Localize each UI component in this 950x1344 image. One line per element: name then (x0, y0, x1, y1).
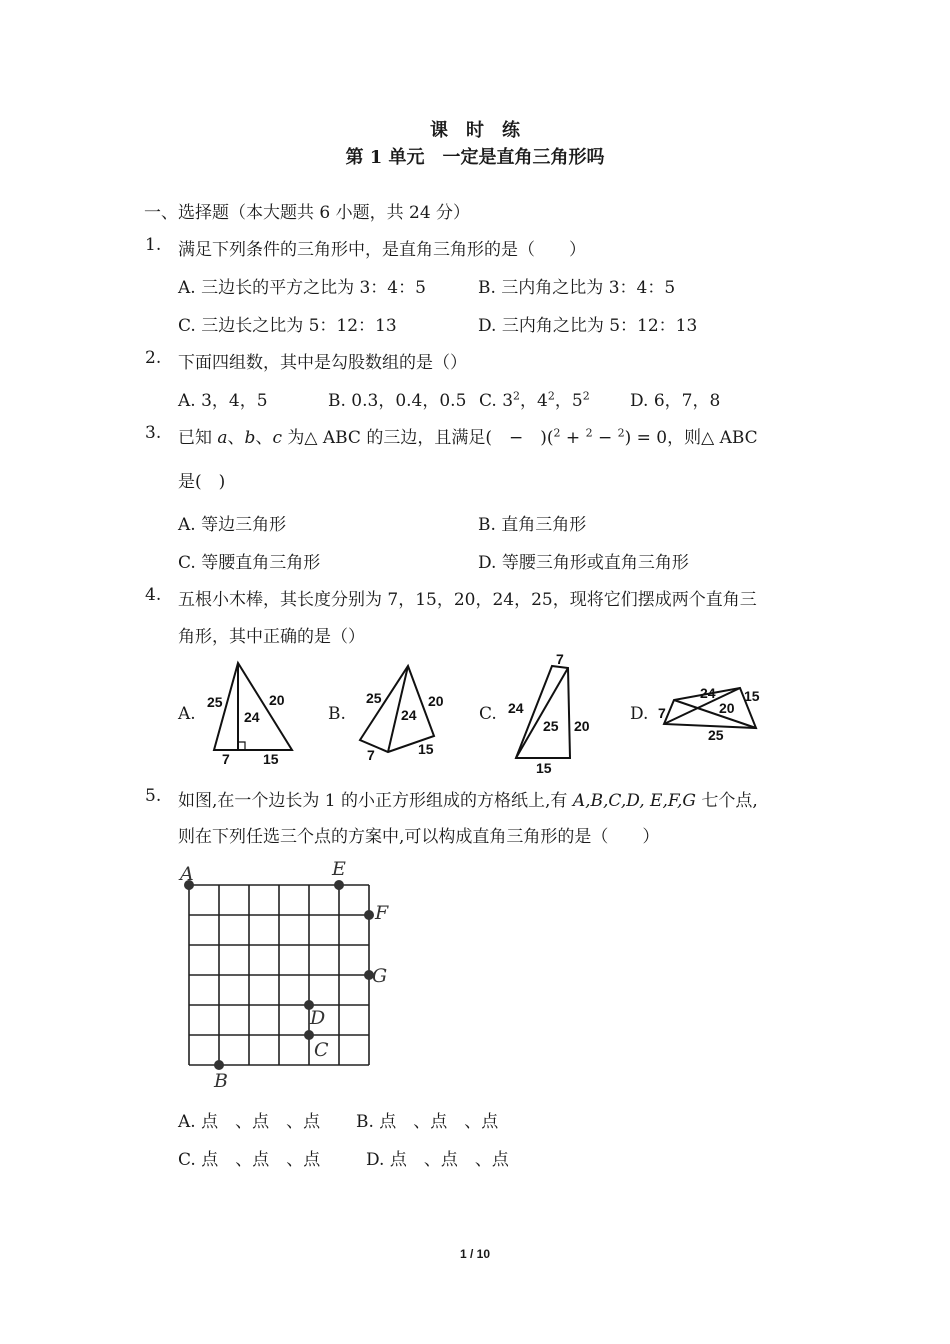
q5-option-b: B. 点 、点 、点 (356, 1112, 499, 1132)
q4a-label-15: 15 (263, 751, 279, 767)
q4d-label-7: 7 (658, 705, 666, 721)
q4d-label-24: 24 (700, 685, 716, 701)
point-label-a: A (180, 863, 194, 885)
q4-label-b: B. (328, 704, 346, 724)
grid-point-b (214, 1060, 224, 1070)
q4-number: 4. (145, 585, 162, 605)
q4d-label-25: 25 (708, 727, 724, 743)
q2-number: 2. (145, 348, 162, 368)
q4-stem-line2: 角形，其中正确的是（） (178, 627, 365, 647)
q2-option-a: A. 3，4，5 (178, 391, 268, 411)
point-label-f: F (375, 902, 389, 924)
q5-option-c: C. 点 、点 、点 (178, 1150, 321, 1170)
q4b-label-24: 24 (401, 707, 417, 723)
q4c-label-20: 20 (574, 718, 590, 734)
q4-stem-line1: 五根小木棒，其长度分别为 7，15，20，24，25，现将它们摆成两个直角三 (178, 590, 757, 610)
q4b-label-7: 7 (367, 747, 375, 763)
grid-point-e (334, 880, 344, 890)
q4-label-d: D. (630, 704, 649, 724)
q4b-label-15: 15 (418, 741, 434, 757)
q4c-label-24: 24 (508, 700, 524, 716)
page-subtitle: 第 1 单元 一定是直角三角形吗 (345, 147, 605, 168)
q3-option-a: A. 等边三角形 (178, 515, 287, 535)
q3-stem: 已知 a、b、c 为△ ABC 的三边，且满足( − )($^2$ + $^2$ − $^2$) = 0，则△ ABC (178, 426, 758, 448)
point-label-b: B (214, 1070, 228, 1092)
q3-option-d: D. 等腰三角形或直角三角形 (478, 553, 689, 573)
q1-stem: 满足下列条件的三角形中，是直角三角形的是（ ） (178, 240, 586, 260)
q5-option-a: A. 点 、点 、点 (178, 1112, 321, 1132)
page-title: 课 时 练 (430, 120, 520, 141)
q1-option-d: D. 三内角之比为 5：12：13 (478, 316, 698, 336)
q2-option-c: C. $3^2$，$4^2$，$5^2$ (479, 389, 590, 411)
section-heading: 一、选择题（本大题共 6 小题，共 24 分） (144, 203, 471, 223)
q4c-label-7: 7 (556, 651, 564, 667)
point-label-e: E (332, 858, 346, 880)
q4a-label-24: 24 (244, 709, 260, 725)
q5-number: 5. (145, 786, 162, 806)
q4b-label-20: 20 (428, 693, 444, 709)
q2-option-d: D. 6，7，8 (630, 391, 721, 411)
q3-option-b: B. 直角三角形 (478, 515, 587, 535)
q4-label-a: A. (178, 704, 196, 724)
page-number: 1 / 10 (459, 1247, 491, 1261)
grid-point-c (304, 1030, 314, 1040)
q5-stem-line1: 如图,在一个边长为 1 的小正方形组成的方格纸上,有 A,B,C,D, E,F,G 七个点, (178, 791, 758, 811)
q3-option-c: C. 等腰直角三角形 (178, 553, 321, 573)
point-label-g: G (372, 965, 388, 987)
q4a-label-20: 20 (269, 692, 285, 708)
q4c-label-25: 25 (543, 718, 559, 734)
q3-number: 3. (145, 423, 162, 443)
q3-stem-cont: 是( ) (178, 472, 226, 492)
q1-option-c: C. 三边长之比为 5：12：13 (178, 316, 397, 336)
q4-label-c: C. (479, 704, 497, 724)
point-label-c: C (314, 1039, 329, 1061)
q1-number: 1. (145, 235, 162, 255)
point-label-d: D (310, 1007, 326, 1029)
q5-option-d: D. 点 、点 、点 (366, 1150, 509, 1170)
q1-option-a: A. 三边长的平方之比为 3：4：5 (178, 278, 426, 298)
q4b-label-25: 25 (366, 690, 382, 706)
q5-stem-line2: 则在下列任选三个点的方案中,可以构成直角三角形的是（ ） (178, 827, 660, 847)
q1-option-b: B. 三内角之比为 3：4：5 (478, 278, 676, 298)
q4a-label-7: 7 (222, 751, 230, 767)
grid-point-f (364, 910, 374, 920)
q4d-label-20: 20 (719, 700, 735, 716)
q2-stem: 下面四组数，其中是勾股数组的是（） (178, 353, 467, 373)
q4c-label-15: 15 (536, 760, 552, 776)
q2-option-b: B. 0.3，0.4，0.5 (328, 391, 467, 411)
q4a-label-25: 25 (207, 694, 223, 710)
q4d-label-15: 15 (744, 688, 760, 704)
